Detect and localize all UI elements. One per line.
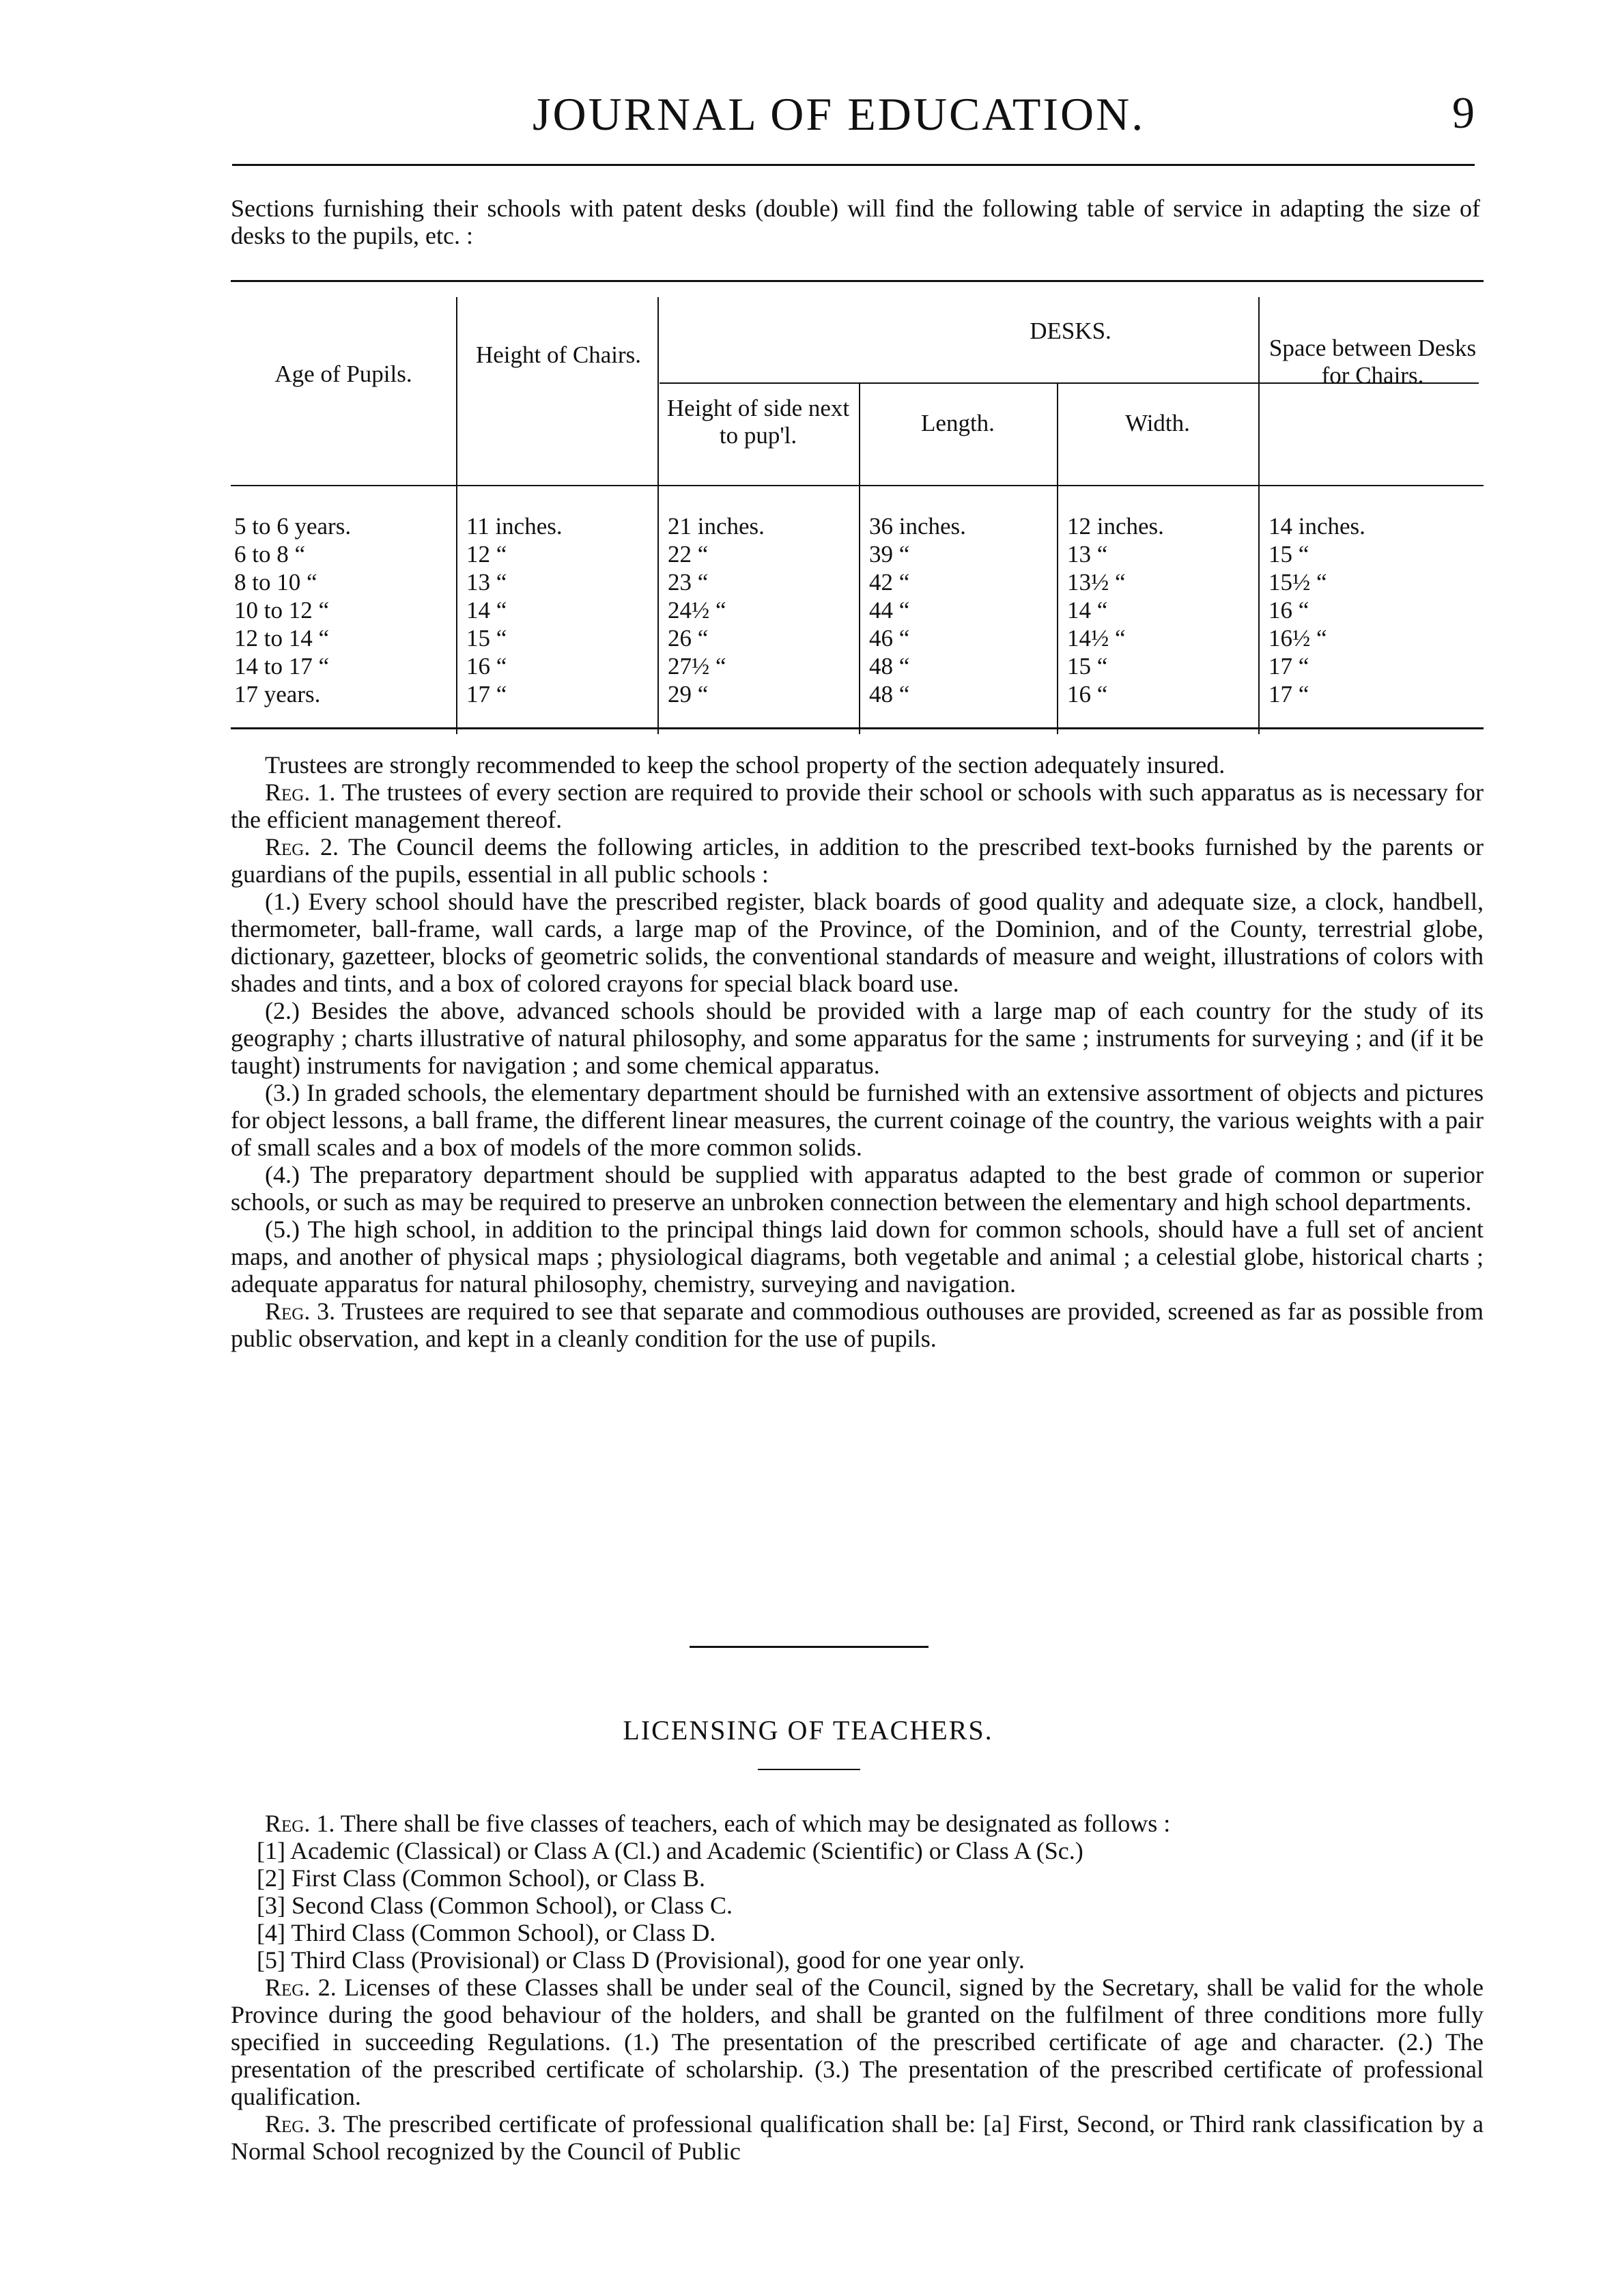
paragraph-text: The high school, in addition to the principal things laid down for common schools, should have a full set of ancient maps, and another of physical maps ; physiological diagrams, both vegetable and animal ; a celestial globe, historical charts ; adequate apparatus for natural philosophy, chemistry, surveying and navigation. (231, 1216, 1484, 1298)
list-item: [1] Academic (Classical) or Class A (Cl.) and Academic (Scientific) or Class A (Sc.) (257, 1837, 1083, 1864)
cell-side-height: 27½ “ (668, 653, 726, 680)
cell-chair-height: 16 “ (466, 653, 507, 680)
cell-age: 17 years. (234, 681, 321, 708)
cell-chair-height: 12 “ (466, 541, 507, 568)
paragraph (231, 1974, 1484, 2110)
cell-chair-height: 15 “ (466, 625, 507, 652)
paragraph (231, 997, 1484, 1079)
cell-length: 42 “ (869, 569, 910, 596)
paragraph (231, 1298, 1484, 1352)
list-item: [4] Third Class (Common School), or Class D. (257, 1919, 716, 1946)
cell-chair-height: 17 “ (466, 681, 507, 708)
table-bottom-rule (231, 727, 1484, 729)
table-header-rule (231, 485, 1484, 486)
list-item: [5] Third Class (Provisional) or Class D (Provisional), good for one year only. (257, 1946, 1025, 1974)
header-side-height: Height of side next to pup'l. (666, 395, 850, 449)
cell-side-height: 29 “ (668, 681, 709, 708)
column-divider (456, 297, 457, 734)
heading-underline (758, 1769, 860, 1770)
cell-space: 15 “ (1268, 541, 1309, 568)
cell-age: 8 to 10 “ (234, 569, 317, 596)
paragraph-text: The prescribed certificate of professional qualification shall be: [a] First, Second, or Third rank classification by a Normal School recognized by the Council of Public (231, 2110, 1484, 2165)
paragraph-text: The preparatory department should be supplied with apparatus adapted to the best grade of common or superior schools, or such as may be required to preserve an unbroken connection between the elementary and high school departments. (231, 1161, 1484, 1216)
cell-length: 39 “ (869, 541, 910, 568)
paragraph-text: Every school should have the prescribed register, black boards of good quality and adequate size, a clock, handbell, thermometer, ball-frame, wall cards, a large map of the Province, of the Dominion, and of the County, terrestrial globe, dictionary, gazetteer, blocks of geometric solids, the conventional standards of measure and weight, illustrations of colors with shades and tints, and a box of colored crayons for special black board use. (231, 888, 1484, 997)
cell-side-height: 23 “ (668, 569, 709, 596)
cell-length: 36 inches. (869, 513, 966, 540)
paragraph-text: There shall be five classes of teachers, each of which may be designated as follows : (340, 1810, 1171, 1837)
header-rule (232, 164, 1475, 166)
cell-side-height: 26 “ (668, 625, 709, 652)
desk-size-table (231, 280, 1484, 731)
cell-chair-height: 13 “ (466, 569, 507, 596)
cell-age: 12 to 14 “ (234, 625, 330, 652)
paragraph (231, 2110, 1484, 2165)
cell-space: 15½ “ (1268, 569, 1327, 596)
paragraph-text: Trustees are strongly recommended to keep the school property of the section adequately insured. (265, 751, 1225, 779)
paragraph-label: (4.) (265, 1161, 300, 1188)
paragraph-label: (3.) (265, 1079, 300, 1106)
cell-space: 16 “ (1268, 597, 1309, 624)
cell-width: 14 “ (1067, 597, 1108, 624)
cell-width: 16 “ (1067, 681, 1108, 708)
cell-space: 14 inches. (1268, 513, 1365, 540)
list-item: [2] First Class (Common School), or Class B. (257, 1864, 706, 1892)
cell-length: 48 “ (869, 653, 910, 680)
paragraph-label: Reg. 3. (265, 1298, 336, 1325)
cell-age: 14 to 17 “ (234, 653, 330, 680)
header-age: Age of Pupils. (274, 361, 412, 387)
cell-width: 13 “ (1067, 541, 1108, 568)
header-desks: DESKS. (1030, 318, 1111, 344)
cell-age: 10 to 12 “ (234, 597, 330, 624)
paragraph-text: The Council deems the following articles, in addition to the prescribed text-books furnished by the parents or guardians of the pupils, essential in all public schools : (231, 833, 1484, 888)
column-divider (1258, 297, 1260, 734)
paragraph (231, 888, 1484, 997)
paragraph (231, 1161, 1484, 1216)
journal-title: JOURNAL OF EDUCATION. (533, 88, 1146, 140)
list-item: [3] Second Class (Common School), or Class C. (257, 1892, 733, 1919)
paragraph-label: Reg. 3. (265, 2110, 337, 2138)
school-regulations (231, 751, 1484, 1352)
cell-space: 17 “ (1268, 653, 1309, 680)
header-chairs: Height of Chairs. (475, 341, 642, 368)
paragraph-text: Besides the above, advanced schools should be provided with a large map of each country for the study of its geography ; charts illustrative of natural philosophy, and some apparatus for the same ; instruments for surveying ; and (if it be taught) instruments for navigation ; and some chemical apparatus. (231, 997, 1484, 1079)
paragraph-label: Reg. 1. (265, 779, 336, 806)
paragraph-text: Trustees are required to see that separate and commodious outhouses are provided, screened as far as possible from public observation, and kept in a cleanly condition for the use of pupils. (231, 1298, 1484, 1352)
cell-side-height: 24½ “ (668, 597, 726, 624)
cell-age: 6 to 8 “ (234, 541, 306, 568)
cell-length: 44 “ (869, 597, 910, 624)
cell-age: 5 to 6 years. (234, 513, 352, 540)
paragraph (231, 779, 1484, 833)
section-divider (690, 1646, 929, 1648)
cell-side-height: 21 inches. (668, 513, 765, 540)
column-divider (657, 297, 659, 734)
header-width: Width. (1125, 410, 1190, 436)
paragraph-label: (1.) (265, 888, 300, 915)
section-heading: LICENSING OF TEACHERS. (623, 1715, 993, 1746)
cell-chair-height: 11 inches. (466, 513, 563, 540)
table-intro: Sections furnishing their schools with patent desks (double) will find the following table of service in adapting the size of desks to the pupils, etc. : (231, 195, 1480, 249)
cell-space: 16½ “ (1268, 625, 1327, 652)
page-number: 9 (1452, 88, 1475, 138)
column-divider (1057, 382, 1058, 734)
paragraph-text: In graded schools, the elementary department should be furnished with an extensive assortment of objects and pictures for object lessons, a ball frame, the different linear measures, the current coinage of the country, the various weights with a pair of small scales and a box of models of the more common solids. (231, 1079, 1484, 1161)
cell-side-height: 22 “ (668, 541, 709, 568)
cell-width: 13½ “ (1067, 569, 1126, 596)
paragraph (231, 751, 1484, 779)
cell-width: 15 “ (1067, 653, 1108, 680)
cell-width: 14½ “ (1067, 625, 1126, 652)
paragraph (231, 1810, 1484, 1837)
teacher-class-list (231, 1837, 1484, 1974)
paragraph-text: The trustees of every section are required to provide their school or schools with such apparatus as is necessary for the efficient management thereof. (231, 779, 1484, 833)
cell-space: 17 “ (1268, 681, 1309, 708)
column-divider (859, 382, 860, 734)
paragraph (231, 1079, 1484, 1161)
cell-chair-height: 14 “ (466, 597, 507, 624)
paragraph-label: (5.) (265, 1216, 300, 1243)
paragraph-label: (2.) (265, 997, 300, 1024)
paragraph-label: Reg. 2. (265, 1974, 337, 2001)
paragraph-label: Reg. 2. (265, 833, 339, 860)
header-length: Length. (921, 410, 995, 436)
paragraph-label: Reg. 1. (265, 1810, 335, 1837)
licensing-regulations (231, 1810, 1484, 2165)
table-top-rule (231, 280, 1484, 282)
cell-width: 12 inches. (1067, 513, 1164, 540)
paragraph (231, 1216, 1484, 1298)
paragraph (231, 833, 1484, 888)
cell-length: 46 “ (869, 625, 910, 652)
header-space: Space between Desks for Chairs. (1268, 335, 1477, 389)
running-head (239, 87, 1475, 142)
cell-length: 48 “ (869, 681, 910, 708)
paragraph-text: Licenses of these Classes shall be under seal of the Council, signed by the Secretary, shall be valid for the whole Province during the good behaviour of the holders, and shall be granted on the fulfilment of three conditions more fully specified in succeeding Regulations. (1.) The presentation of the prescribed certificate of age and character. (2.) The presentation of the prescribed certificate of scholarship. (3.) The presentation of the prescribed certificate of professional qualification. (231, 1974, 1484, 2110)
